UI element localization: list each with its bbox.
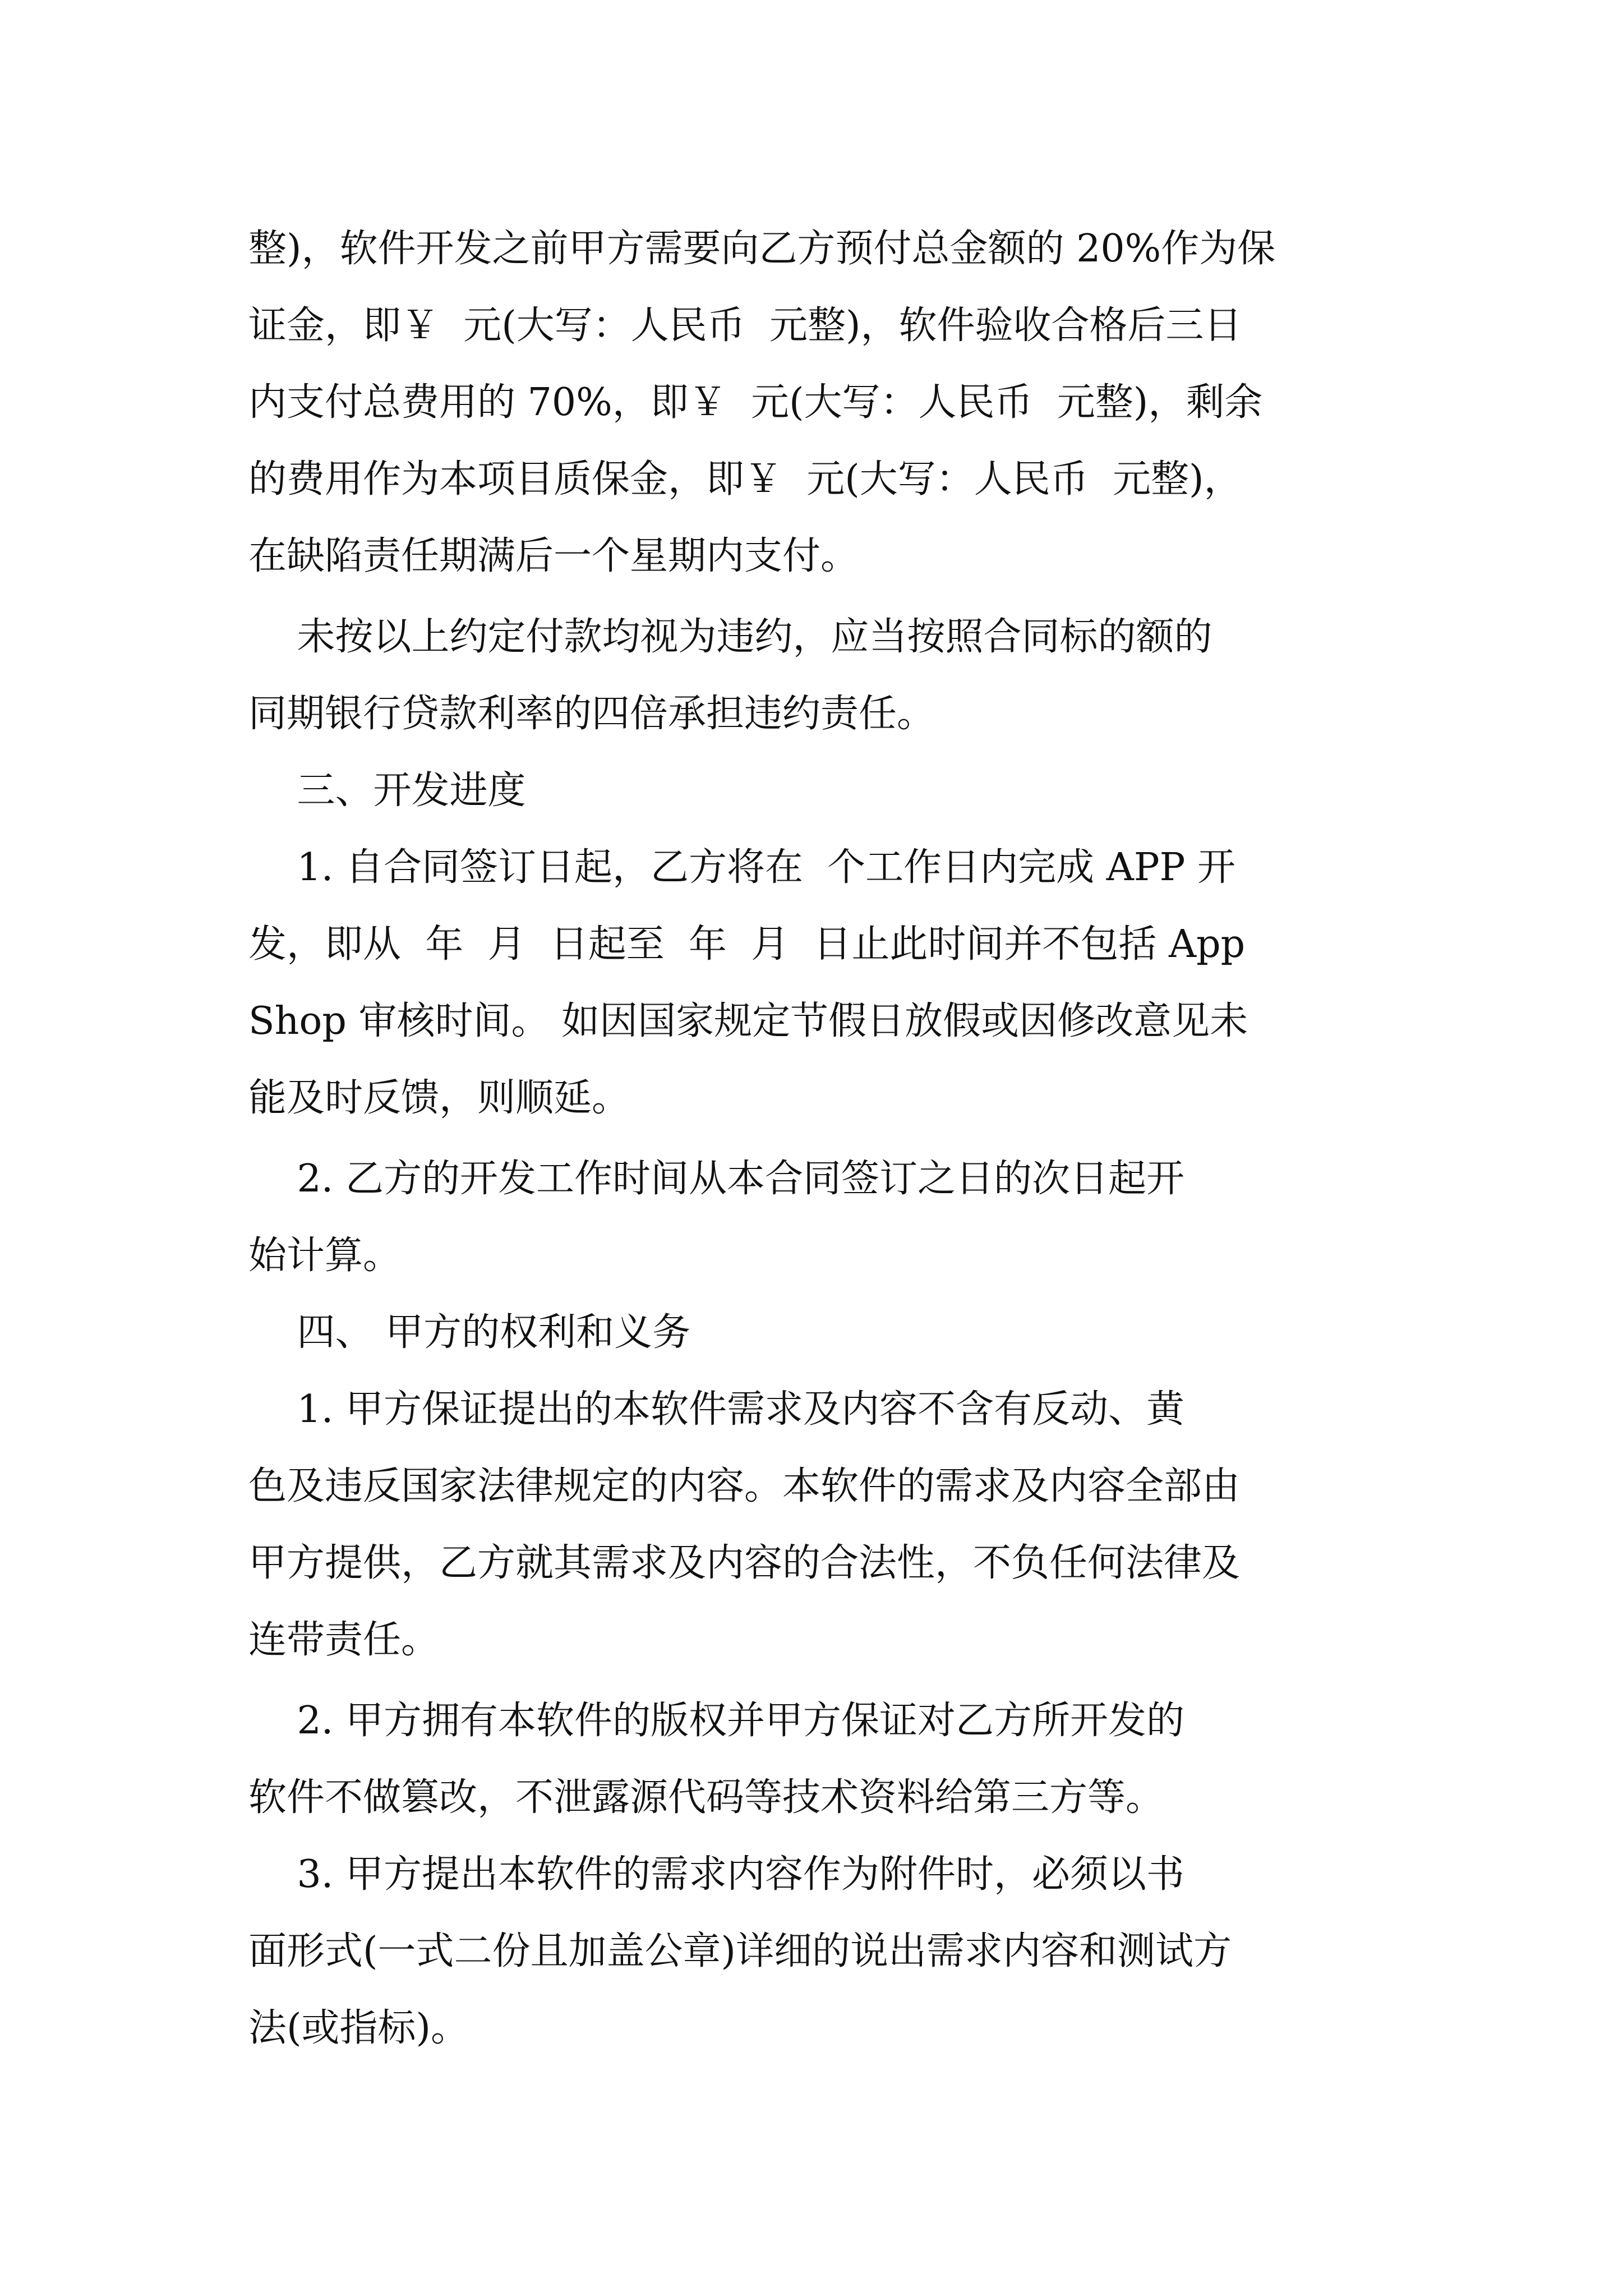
text-line: 3. 甲方提出本软件的需求内容作为附件时，必须以书 [248, 1852, 1184, 1897]
text-line: 始计算。 [248, 1234, 402, 1278]
text-line: 能及时反馈，则顺延。 [248, 1076, 630, 1120]
text-line: 证金，即￥ 元(大写：人民币 元整)，软件验收合格后三日 [248, 303, 1242, 348]
text-line: 四、 甲方的权利和义务 [248, 1310, 691, 1355]
text-line: 法(或指标)。 [248, 2006, 469, 2050]
text-line: 1. 甲方保证提出的本软件需求及内容不含有反动、黄 [248, 1387, 1184, 1432]
text-line: 2. 甲方拥有本软件的版权并甲方保证对乙方所开发的 [248, 1699, 1184, 1743]
text-line: 面形式(一式二份且加盖公章)详细的说出需求内容和测试方 [248, 1929, 1232, 1973]
text-line: 1. 自合同签订日起，乙方将在 个工作日内完成 APP 开 [248, 845, 1236, 890]
text-line: 三、开发进度 [248, 769, 526, 813]
text-line: 在缺陷责任期满后一个星期内支付。 [248, 534, 859, 578]
text-line: 甲方提供，乙方就其需求及内容的合法性，不负任何法律及 [248, 1541, 1241, 1585]
text-line: Shop 审核时间。 如因国家规定节假日放假或因修改意见未 [248, 999, 1248, 1043]
text-line: 同期银行贷款利率的四倍承担违约责任。 [248, 692, 935, 736]
text-line: 发，即从 年 月 日起至 年 月 日止此时间并不包括 App [248, 922, 1246, 967]
text-line: 内支付总费用的 70%，即￥ 元(大写：人民币 元整)，剩余 [248, 380, 1263, 425]
text-line: 整)，软件开发之前甲方需要向乙方预付总金额的 20%作为保 [248, 227, 1276, 271]
text-line: 未按以上约定付款均视为违约，应当按照合同标的额的 [248, 615, 1212, 659]
text-line: 的费用作为本项目质保金，即￥ 元(大写：人民币 元整)， [248, 457, 1242, 501]
text-line: 2. 乙方的开发工作时间从本合同签订之日的次日起开 [248, 1157, 1184, 1201]
text-line: 色及违反国家法律规定的内容。本软件的需求及内容全部由 [248, 1464, 1241, 1508]
text-line: 连带责任。 [248, 1618, 440, 1662]
text-line: 软件不做篡改，不泄露源代码等技术资料给第三方等。 [248, 1775, 1164, 1820]
